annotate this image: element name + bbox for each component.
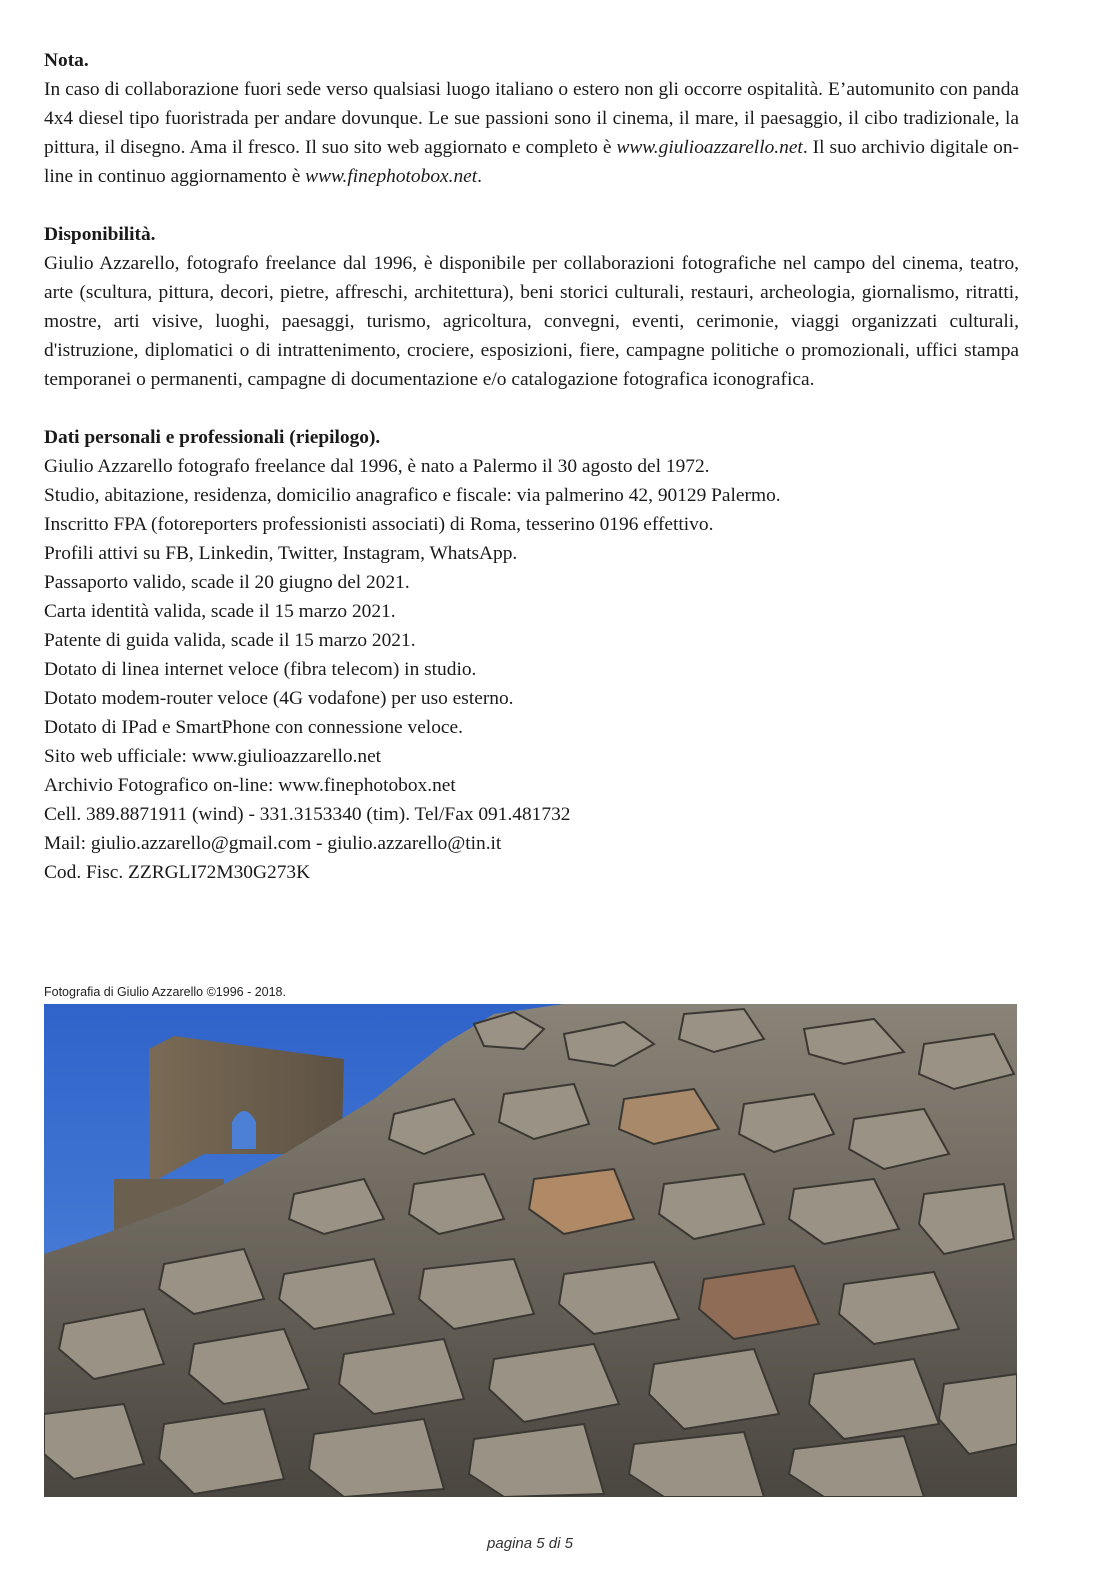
stone-ruins-illustration (44, 1004, 1017, 1497)
archive-link[interactable]: www.finephotobox.net (305, 166, 478, 187)
document-body (44, 46, 1019, 916)
dati-list (44, 452, 1019, 887)
page-number: pagina 5 di 5 (487, 1535, 573, 1552)
dati-line: Studio, abitazione, residenza, domicilio anagrafico e fiscale: via palmerino 42, 90129 Palermo. (44, 485, 781, 506)
dati-line: Inscritto FPA (fotoreporters professionisti associati) di Roma, tesserino 0196 effettivo. (44, 514, 714, 535)
nota-heading: Nota. (44, 50, 89, 71)
photo-caption: Fotografia di Giulio Azzarello ©1996 - 2018. (44, 985, 286, 999)
stone-ruins-photo (44, 1004, 1017, 1497)
dati-line: Dotato modem-router veloce (4G vodafone) per uso esterno. (44, 688, 514, 709)
dati-line-mail[interactable]: Mail: giulio.azzarello@gmail.com - giulio.azzarello@tin.it (44, 833, 502, 854)
dati-line-codfisc: Cod. Fisc. ZZRGLI72M30G273K (44, 862, 311, 883)
dati-section (44, 423, 1019, 887)
nota-section (44, 46, 1019, 191)
nota-paragraph (44, 75, 1019, 191)
dati-line: Patente di guida valida, scade il 15 marzo 2021. (44, 630, 416, 651)
nota-text-1: In caso di collaborazione fuori sede verso qualsiasi luogo italiano o estero non gli occorre ospitalità. E’automunito con panda 4x4 diesel tipo fuoristrada per andare dovunque. Le sue passioni sono il cinema, il mare, il paesaggio, il cibo tradizionale, la pittura, il disegno. Ama il fresco. Il suo sito web aggiornato e completo è (44, 79, 1019, 158)
disponibilita-heading: Disponibilità. (44, 224, 156, 245)
tower-window (232, 1111, 256, 1149)
dati-line-archive[interactable]: Archivio Fotografico on-line: www.finephotobox.net (44, 775, 456, 796)
dati-line: Passaporto valido, scade il 20 giugno del 2021. (44, 572, 410, 593)
dati-line: Profili attivi su FB, Linkedin, Twitter, Instagram, WhatsApp. (44, 543, 518, 564)
dati-line: Dotato di IPad e SmartPhone con connessione veloce. (44, 717, 463, 738)
dati-line: Dotato di linea internet veloce (fibra telecom) in studio. (44, 659, 477, 680)
dati-line-website[interactable]: Sito web ufficiale: www.giulioazzarello.net (44, 746, 382, 767)
dati-line: Giulio Azzarello fotografo freelance dal 1996, è nato a Palermo il 30 agosto del 1972. (44, 456, 710, 477)
dati-heading: Dati personali e professionali (riepilogo). (44, 427, 381, 448)
dati-line-phone: Cell. 389.8871911 (wind) - 331.3153340 (tim). Tel/Fax 091.481732 (44, 804, 571, 825)
disponibilita-paragraph: Giulio Azzarello, fotografo freelance dal 1996, è disponibile per collaborazioni fotografiche nel campo del cinema, teatro, arte (scultura, pittura, decori, pietre, affreschi, architettura), beni storici culturali, restauri, archeologia, giornalismo, ritratti, mostre, arti visive, luoghi, paesaggi, turismo, agricoltura, convegni, eventi, cerimonie, viaggi organizzati culturali, d'istruzione, diplomatici o di intrattenimento, crociere, esposizioni, fiere, campagne politiche o promozionali, uffici stampa temporanei o permanenti, campagne di documentazione e/o catalogazione fotografica iconografica. (44, 253, 1019, 390)
dati-line: Carta identità valida, scade il 15 marzo 2021. (44, 601, 396, 622)
website-link[interactable]: www.giulioazzarello.net (616, 137, 803, 158)
disponibilita-section (44, 220, 1019, 394)
nota-text-3: . (477, 166, 483, 187)
nota-text-2: . Il suo archivio digitale on-line in continuo aggiornamento è (44, 137, 1019, 187)
